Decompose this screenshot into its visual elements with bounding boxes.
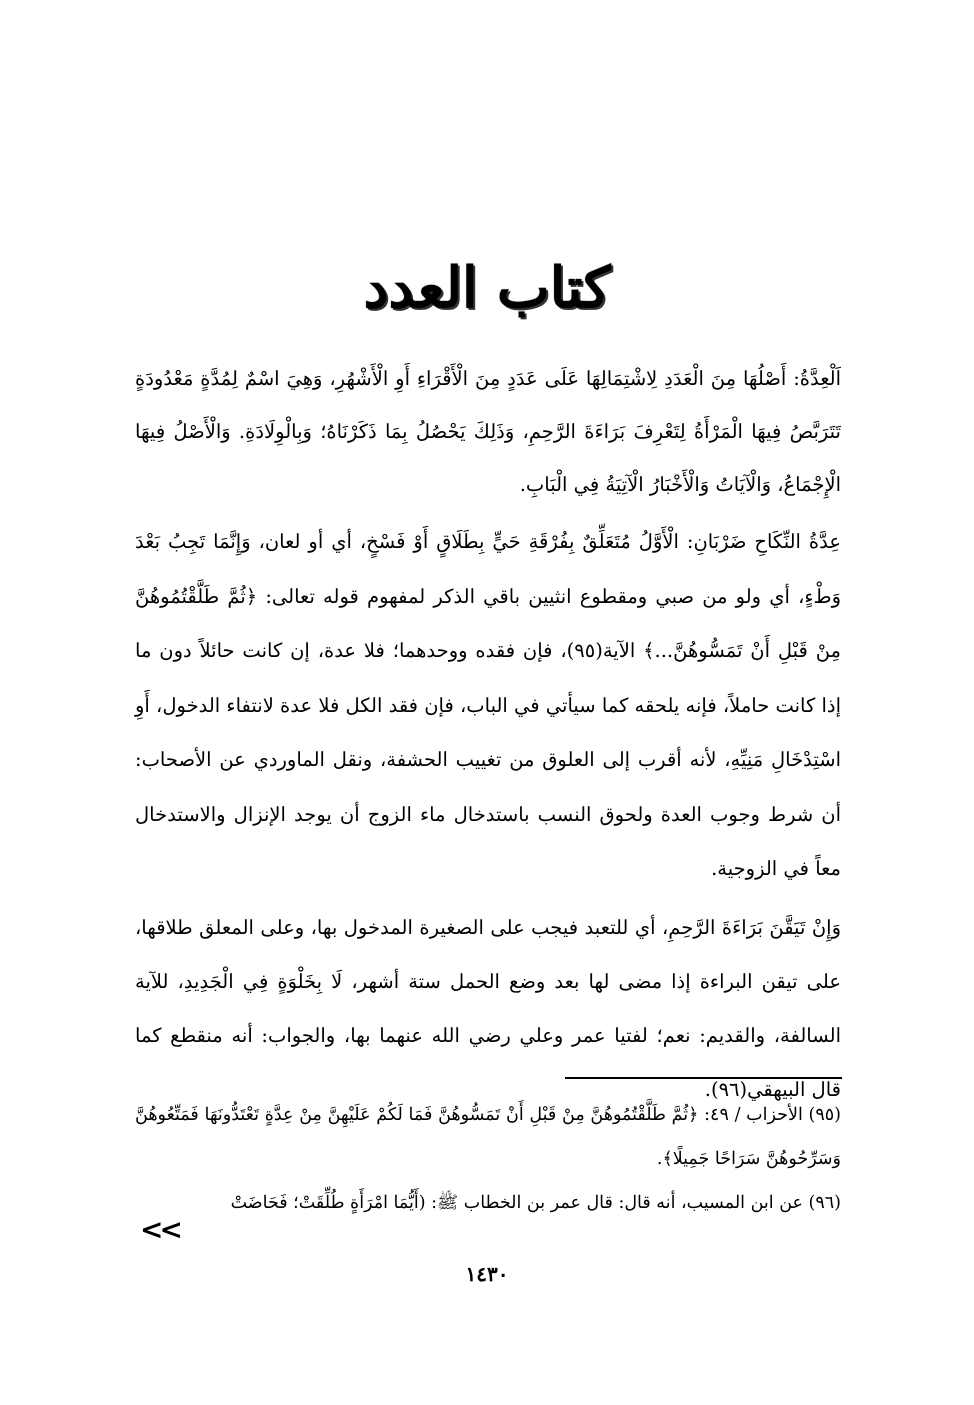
chapter-title: كتاب العدد <box>363 255 611 321</box>
footnote-96: (٩٦) عن ابن المسيب، أنه قال: قال عمر بن الخطاب ﷺ: (أَيُّمَا امْرَأَةٍ طُلِّقَتْ؛ فَحَاضَتْ <box>230 1193 841 1213</box>
footnote-95: (٩٥) الأحزاب / ٤٩: ﴿ثُمَّ طَلَّقْتُمُوهُنَّ مِنْ قَبْلِ أَنْ تَمَسُّوهُنَّ فَمَا لَكُمْ عَلَيْهِنَّ مِنْ عِدَّةٍ تَعْتَدُّونَهَا فَمَتِّعُوهُنَّ وَسَرِّحُوهُنَّ سَرَاحًا جَمِيلًا﴾. <box>135 1105 841 1169</box>
paragraph-marriage-iddah: عِدَّةُ النِّكَاحِ ضَرْبَانِ: الْأَوَّلُ مُتَعَلِّقٌ بِفُرْقَةِ حَيٍّ بِطَلَاقٍ أَوْ فَسْخٍ، أي أو لعان، وَإِنَّمَا تَجِبُ بَعْدَ وَطْءٍ، أي ولو من صبي ومقطوع انثيين باقي الذكر لمفهوم قوله تعالى: ﴿ثُمَّ طَلَّقْتُمُوهُنَّ مِنْ قَبْلِ أَنْ تَمَسُّوهُنَّ...﴾ الآية(٩٥)، فإن فقده ووحدهما؛ فلا عدة، إن كانت حائلاً دون ما إذا كانت حاملاً، فإنه يلحقه كما سيأتي في الباب، فإن فقد الكل فلا عدة لانتفاء الدخول، أَوِ اسْتِدْخَالِ مَنِيِّهِ، لأنه أقرب إلى العلوق من تغييب الحشفة، ونقل الماوردي عن الأصحاب: أن شرط وجوب العدة ولحوق النسب باستدخال ماء الزوج أن يوجد الإنزال والاستدخال معاً في الزوجية. <box>135 530 841 880</box>
footnotes <box>135 1093 841 1225</box>
continuation-mark: << <box>140 1213 179 1246</box>
paragraph-definition: اَلْعِدَّةُ: أَصْلُهَا مِنَ الْعَدَدِ لِاشْتِمَالِهَا عَلَى عَدَدٍ مِنَ الْأَقْرَاءِ أَوِ الْأَشْهُرِ، وَهِيَ اسْمٌ لِمُدَّةٍ مَعْدُودَةٍ تَتَرَبَّصُ فِيهَا الْمَرْأَةُ لِتَعْرِفَ بَرَاءَةَ الرَّحِمِ، وَذَلِكَ يَحْصُلُ بِمَا ذَكَرْنَاهُ؛ وَبِالْوِلَادَةِ. وَالْأَصْلُ فِيهَا الْإِجْمَاعُ، وَالْآيَاتُ وَالْأَخْبَارُ الْآتِيَةُ فِي الْبَابِ. <box>135 367 841 496</box>
main-text <box>135 352 841 1117</box>
footnote-divider <box>565 1077 842 1079</box>
page-number: ١٤٣٠ <box>465 1262 509 1286</box>
paragraph-certainty: وَإِنْ تَيَقَّنَ بَرَاءَةَ الرَّحِمِ، أي للتعبد فيجب على الصغيرة المدخول بها، وعلى المعلق طلاقها، على تيقن البراءة إذا مضى لها بعد وضع الحمل ستة أشهر، لَا بِخَلْوَةٍ فِي الْجَدِيدِ، للآية السالفة، والقديم: نعم؛ لفتيا عمر وعلي رضي الله عنهما بها، والجواب: أنه منقطع كما قال البيهقي(٩٦). <box>135 915 841 1101</box>
